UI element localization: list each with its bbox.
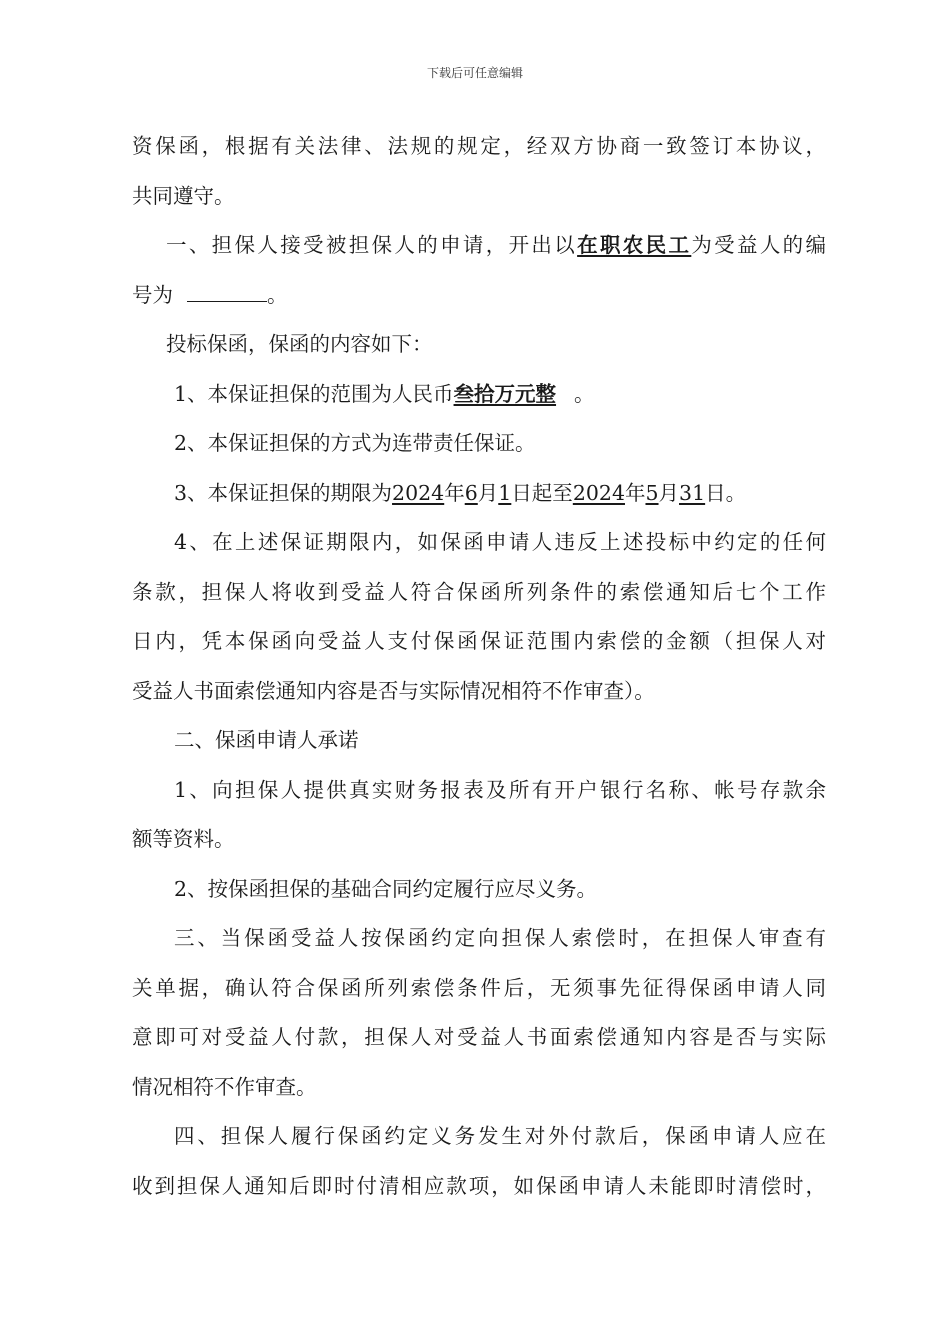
amount-field — [454, 382, 575, 406]
number-blank-field — [187, 281, 267, 302]
paragraph-line: 额等资料。 — [132, 827, 235, 851]
amount-value: 叁拾万元整 — [453, 381, 557, 406]
start-year: 2024 — [392, 480, 445, 505]
paragraph-line: 情况相符不作审查。 — [132, 1074, 317, 1099]
paragraph-line: 关单据，确认符合保函所列索偿条件后，无须事先征得保函申请人同 — [132, 975, 826, 1000]
page-header: 下载后可任意编辑 — [426, 66, 523, 80]
section-heading: 二、保函申请人承诺 — [174, 728, 359, 752]
paragraph-line: 受益人书面索偿通知内容是否与实际情况相符不作审查）。 — [132, 678, 655, 703]
paragraph-line: 1、向担保人提供真实财务报表及所有开户银行名称、帐号存款余 — [174, 777, 826, 802]
number-line — [132, 271, 826, 321]
end-year: 2024 — [572, 480, 625, 505]
period-label: 3、本保证担保的期限为 — [174, 480, 393, 505]
amount-line-end: 。 — [574, 381, 595, 406]
start-month-unit: 月 — [477, 480, 499, 505]
paragraph-line: 日内，凭本保函向受益人支付保函保证范围内索偿的金额（担保人对 — [132, 629, 826, 653]
period-end: 日。 — [705, 480, 747, 505]
amount-line — [132, 370, 826, 420]
end-month: 5 — [645, 480, 659, 505]
number-label: 号为 — [132, 282, 173, 307]
end-day: 31 — [679, 480, 706, 505]
period-line — [132, 469, 826, 519]
clause-1-text-end: 为受益人的编 — [691, 233, 827, 257]
paragraph-line: 收到担保人通知后即时付清相应款项，如保函申请人未能即时清偿时， — [132, 1173, 826, 1198]
paragraph-line: 共同遵守。 — [132, 183, 235, 208]
start-year-unit: 年 — [444, 480, 465, 505]
paragraph-line: 意即可对受益人付款，担保人对受益人书面索偿通知内容是否与实际 — [132, 1025, 826, 1049]
paragraph-line: 投标保函，保函的内容如下： — [166, 332, 433, 356]
paragraph-line: 条款，担保人将收到受益人符合保函所列条件的索偿通知后七个工作 — [132, 579, 826, 604]
start-month: 6 — [464, 480, 478, 505]
number-line-end: 。 — [267, 282, 288, 307]
amount-label: 1、本保证担保的范围为人民币 — [174, 381, 454, 406]
document-body — [132, 122, 826, 1211]
end-year-unit: 年 — [624, 480, 646, 505]
paragraph-line: 资保函，根据有关法律、法规的规定，经双方协商一致签订本协议， — [132, 134, 826, 158]
start-day: 1 — [498, 480, 512, 505]
paragraph-line: 2、按保函担保的基础合同约定履行应尽义务。 — [174, 876, 598, 901]
beneficiary-field: 在职农民工 — [577, 233, 692, 257]
clause-1-text: 一、担保人接受被担保人的申请，开出以 — [166, 233, 578, 257]
paragraph-line: 三、当保函受益人按保函约定向担保人索偿时，在担保人审查有 — [174, 926, 826, 950]
period-connector: 日起至 — [511, 480, 573, 505]
clause-1-line — [132, 221, 826, 271]
paragraph-line: 4、在上述保证期限内，如保函申请人违反上述投标中约定的任何 — [174, 530, 826, 554]
end-month-unit: 月 — [658, 480, 680, 505]
paragraph-line: 四、担保人履行保函约定义务发生对外付款后，保函申请人应在 — [174, 1124, 826, 1148]
paragraph-line: 2、本保证担保的方式为连带责任保证。 — [174, 431, 536, 455]
